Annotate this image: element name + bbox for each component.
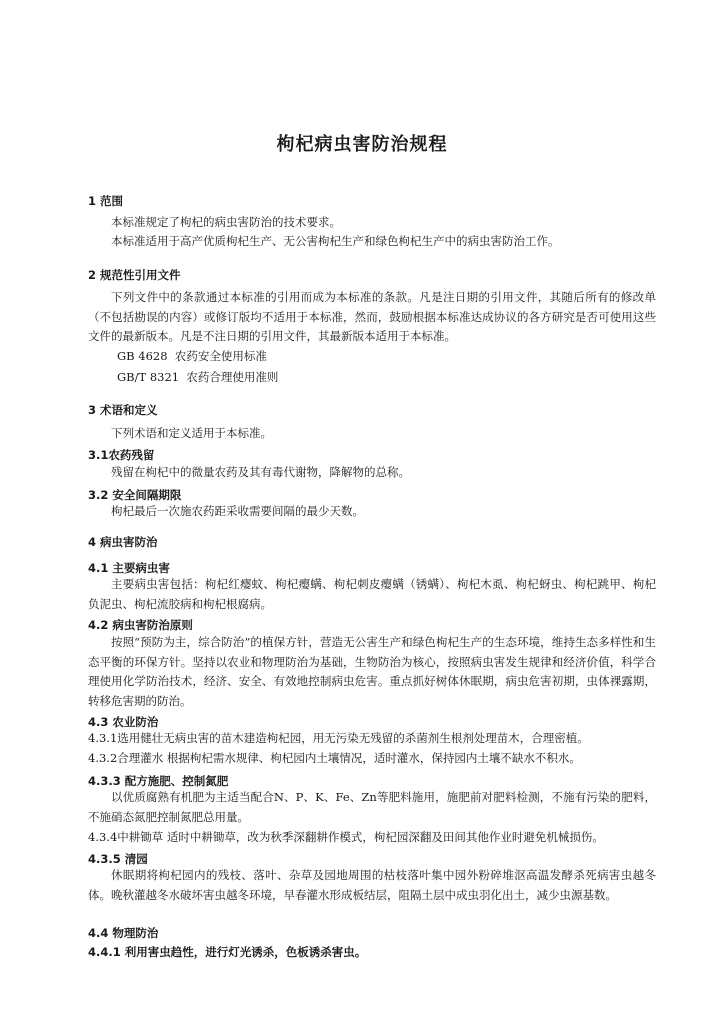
section-3-2-para: 枸杞最后一次施农药距采收需要间隔的最少天数。 [111,504,364,518]
section-4-3-3-para: 以优质腐熟有机肥为主适当配合N、P、K、Fe、Zn等肥料施用，施肥前对肥料检测，不施有污染的肥料，不施硝态氮肥控制氮肥总用量。 [88,790,656,824]
section-2-heading: 2 规范性引用文件 [88,268,181,282]
page-title: 枸杞病虫害防治规程 [276,134,448,155]
section-1-heading: 1 范围 [88,194,124,208]
section-4-1-para: 主要病虫害包括：枸杞红瘿蚊、枸杞瘿螨、枸杞刺皮瘿螨（锈螨）、枸杞木虱、枸杞蚜虫、枸杞跳甲、枸杞负泥虫、枸杞流胶病和枸杞根腐病。 [88,577,656,611]
section-4-heading: 4 病虫害防治 [88,535,158,549]
section-4-3-2-para: 4.3.2合理灌水 根据枸杞需水规律、枸杞园内土壤情况，适时灌水，保持园内土壤不缺水不积水。 [88,751,581,765]
section-4-1-heading: 4.1 主要病虫害 [88,561,170,575]
section-4-3-5-para: 休眠期将枸杞园内的残枝、落叶、杂草及园地周围的枯枝落叶集中园外粉碎堆沤高温发酵杀死病害虫越冬体。晚秋灌越冬水破坏害虫越冬环境，早春灌水形成板结层，阻隔土层中成虫羽化出土，减少虫源基数。 [88,868,656,902]
section-1-para-1: 本标准规定了枸杞的病虫害防治的技术要求。 [111,215,341,229]
section-4-3-heading: 4.3 农业防治 [88,715,159,729]
section-4-4-1-heading: 4.4.1 利用害虫趋性，进行灯光诱杀，色板诱杀害虫。 [88,945,367,959]
reference-gb4628: GB 4628 农药安全使用标准 [117,349,267,363]
section-4-3-4-para: 4.3.4中耕锄草 适时中耕锄草，改为秋季深翻耕作模式，枸杞园深翻及田间其他作业时避免机械损伤。 [88,830,604,844]
section-1-para-2: 本标准适用于高产优质枸杞生产、无公害枸杞生产和绿色枸杞生产中的病虫害防治工作。 [111,234,560,248]
section-3-heading: 3 术语和定义 [88,403,158,417]
section-3-1-heading: 3.1农药残留 [88,448,155,462]
section-3-para-1: 下列术语和定义适用于本标准。 [111,426,272,440]
reference-gbt8321: GB/T 8321 农药合理使用准则 [117,370,279,384]
section-3-2-heading: 3.2 安全间隔期限 [88,488,182,502]
section-4-3-5-heading: 4.3.5 清园 [88,852,148,866]
section-4-3-1-para: 4.3.1选用健壮无病虫害的苗木建造枸杞园，用无污染无残留的杀菌剂生根剂处理苗木，合理密植。 [88,731,589,745]
section-4-4-heading: 4.4 物理防治 [88,926,159,940]
section-4-2-para: 按照“预防为主，综合防治”的植保方针，营造无公害生产和绿色枸杞生产的生态环境，维持生态多样性和生态平衡的环保方针。坚持以农业和物理防治为基础，生物防治为核心，按照病虫害发生规律和经济价值，科学合理使用化学防治技术，经济、安全、有效地控制病虫危害。重点抓好树体休眠期，病虫危害初期，虫体裸露期，转移危害期的防治。 [88,635,656,708]
section-2-para-1: 下列文件中的条款通过本标准的引用而成为本标准的条款。凡是注日期的引用文件，其随后所有的修改单（不包括勘误的内容）或修订版均不适用于本标准，然而，鼓励根据本标准达成协议的各方研究是否可使用这些文件的最新版本。凡是不注日期的引用文件，其最新版本适用于本标准。 [88,290,656,343]
section-4-2-heading: 4.2 病虫害防治原则 [88,618,193,632]
section-3-1-para: 残留在枸杞中的微量农药及其有毒代谢物，降解物的总称。 [111,465,410,479]
section-4-3-3-heading: 4.3.3 配方施肥、控制氮肥 [88,774,229,788]
